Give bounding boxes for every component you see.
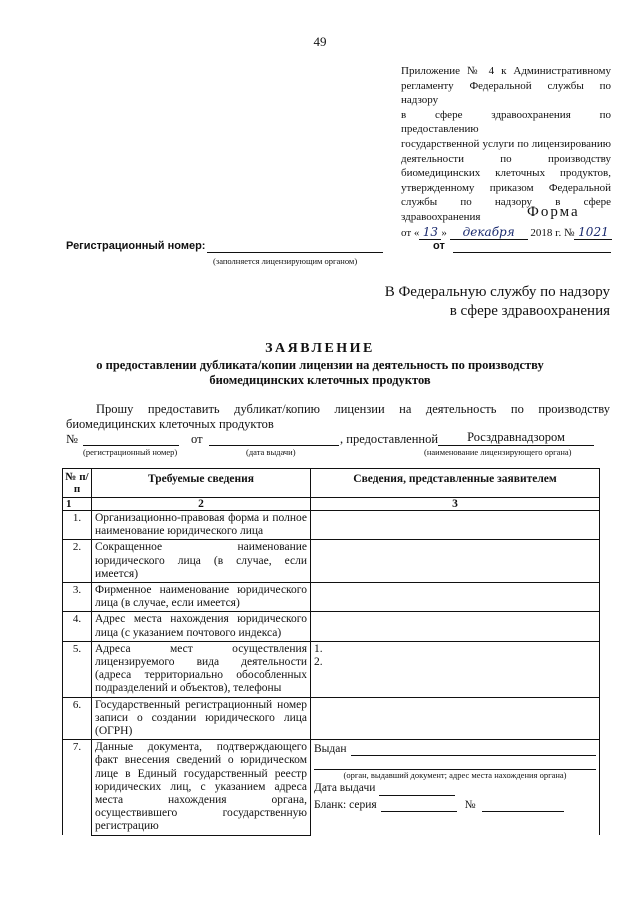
addressee-line: в сфере здравоохранения	[449, 303, 610, 319]
addressee	[290, 283, 610, 321]
issue-date-field[interactable]	[379, 783, 455, 796]
row-number: 2.	[63, 540, 92, 583]
row-number: 1.	[63, 511, 92, 540]
issued-line-row	[314, 743, 596, 756]
registration-note: (заполняется лицензирующим органом)	[213, 256, 358, 266]
issuer-field[interactable]	[438, 445, 594, 446]
request-text: Прошу предоставить дубликат/копию лицензии на деятельность по производству биомедицинских клеточных продуктов	[66, 402, 610, 431]
license-number-note: (регистрационный номер)	[83, 447, 178, 457]
date-month: декабря	[450, 225, 528, 241]
form-number-label: №	[464, 798, 476, 811]
appendix-line: биомедицинских клеточных продуктов,	[401, 167, 611, 180]
application-table	[62, 468, 600, 836]
issued-by-field-2[interactable]	[314, 757, 596, 770]
appendix-line: в сфере здравоохранения по предоставлению	[401, 108, 611, 136]
license-number-field[interactable]	[83, 445, 179, 446]
header-required: Требуемые сведения	[92, 469, 311, 498]
table-row	[63, 641, 600, 697]
registration-date-label: от	[433, 240, 445, 252]
date-prefix: от «	[401, 226, 420, 239]
license-date-note: (дата выдачи)	[246, 447, 296, 457]
appendix-word: деятельности	[401, 152, 464, 165]
row-label: Организационно-правовая форма и полное наименование юридического лица	[92, 511, 311, 540]
form-label: Форма	[527, 204, 580, 220]
table-row	[63, 583, 600, 612]
row-label: Фирменное наименование юридического лица (в случае, если имеется)	[92, 583, 311, 612]
form-series-row	[314, 799, 596, 812]
row-label: Государственный регистрационный номер записи о создании юридического лица (ОГРН)	[92, 697, 311, 740]
column-number-row	[63, 498, 600, 511]
row-label: Сокращенное наименование юридического лица (в случае, если имеется)	[92, 540, 311, 583]
registration-number-field[interactable]	[207, 252, 383, 253]
issue-date-label: Дата выдачи	[314, 782, 376, 795]
appendix-date-line	[401, 225, 611, 241]
date-year: 2018 г. №	[527, 226, 575, 239]
appendix-line: службы по надзору в сфере здравоохранения	[401, 196, 611, 223]
issued-by-note: (орган, выдавший документ; адрес места нахождения органа)	[343, 770, 567, 781]
date-day: 13	[419, 225, 441, 241]
col-number: 1	[63, 498, 92, 511]
header-number: № п/п	[63, 469, 92, 498]
header-applicant: Сведения, представленные заявителем	[311, 469, 600, 498]
table-row	[63, 697, 600, 740]
appendix-line: государственной услуги по лицензированию	[401, 137, 611, 150]
col-number: 3	[311, 498, 600, 511]
row-value-field[interactable]	[311, 740, 600, 835]
table-header-row	[63, 469, 600, 498]
appendix-line: утвержденному приказом Федеральной	[401, 181, 611, 194]
issuer-value: Росздравнадзором	[467, 430, 565, 444]
form-number-field[interactable]	[482, 799, 564, 812]
document-subtitle	[90, 358, 550, 388]
row-value-field[interactable]	[311, 641, 600, 697]
order-number: 1021	[574, 225, 612, 241]
table-row	[63, 511, 600, 540]
row-value-field[interactable]	[311, 511, 600, 540]
document-title: ЗАЯВЛЕНИЕ	[265, 341, 375, 356]
row-value-field[interactable]	[311, 583, 600, 612]
row-number: 5.	[63, 641, 92, 697]
address-item: 2.	[314, 656, 323, 669]
issuer-note: (наименование лицензирующего органа)	[424, 447, 572, 457]
col-number: 2	[92, 498, 311, 511]
registration-date-field[interactable]	[453, 252, 611, 253]
row-number: 4.	[63, 612, 92, 641]
issuer-label: , предоставленной	[340, 432, 439, 446]
row-number: 3.	[63, 583, 92, 612]
subtitle-line: о предоставлении дубликата/копии лицензии на деятельность по производству	[96, 358, 544, 372]
appendix-word: по	[500, 152, 512, 165]
license-date-label: от	[191, 432, 203, 446]
address-item: 1.	[314, 642, 323, 655]
appendix-line: Приложение № 4 к Административному	[401, 65, 611, 77]
row-label: Данные документа, подтверждающего факт внесения сведений о юридическом лице в Единый государственный реестр юридических лиц, с указанием адреса места нахождения органа, осуществившего государственную регистрацию	[92, 740, 311, 835]
page-number: 49	[313, 34, 327, 49]
issued-by-label: Выдан	[314, 743, 347, 756]
date-mid: »	[441, 226, 450, 239]
appendix-word: производству	[547, 152, 611, 165]
table-row	[63, 612, 600, 641]
row-value-field[interactable]	[311, 612, 600, 641]
issued-by-field[interactable]	[351, 743, 596, 756]
addressee-line: В Федеральную службу по надзору	[384, 284, 610, 300]
table-row	[63, 540, 600, 583]
row-number: 6.	[63, 697, 92, 740]
form-series-field[interactable]	[381, 799, 457, 812]
row-value-field[interactable]	[311, 697, 600, 740]
issue-date-row	[314, 782, 596, 795]
license-date-field[interactable]	[209, 445, 339, 446]
row-value-field[interactable]	[311, 540, 600, 583]
row-label: Адрес места нахождения юридического лица (с указанием почтового индекса)	[92, 612, 311, 641]
appendix-line	[401, 152, 611, 167]
row-label: Адреса мест осуществления лицензируемого вида деятельности (адреса территориально обособленных подразделений и объектов), телефоны	[92, 641, 311, 697]
registration-label: Регистрационный номер:	[66, 240, 206, 252]
table-row	[63, 740, 600, 835]
license-number-label: №	[66, 432, 78, 446]
subtitle-line: биомедицинских клеточных продуктов	[209, 373, 431, 387]
form-series-label: Бланк: серия	[314, 798, 377, 811]
appendix-line: регламенту Федеральной службы по надзору	[401, 79, 611, 107]
row-number: 7.	[63, 740, 92, 835]
